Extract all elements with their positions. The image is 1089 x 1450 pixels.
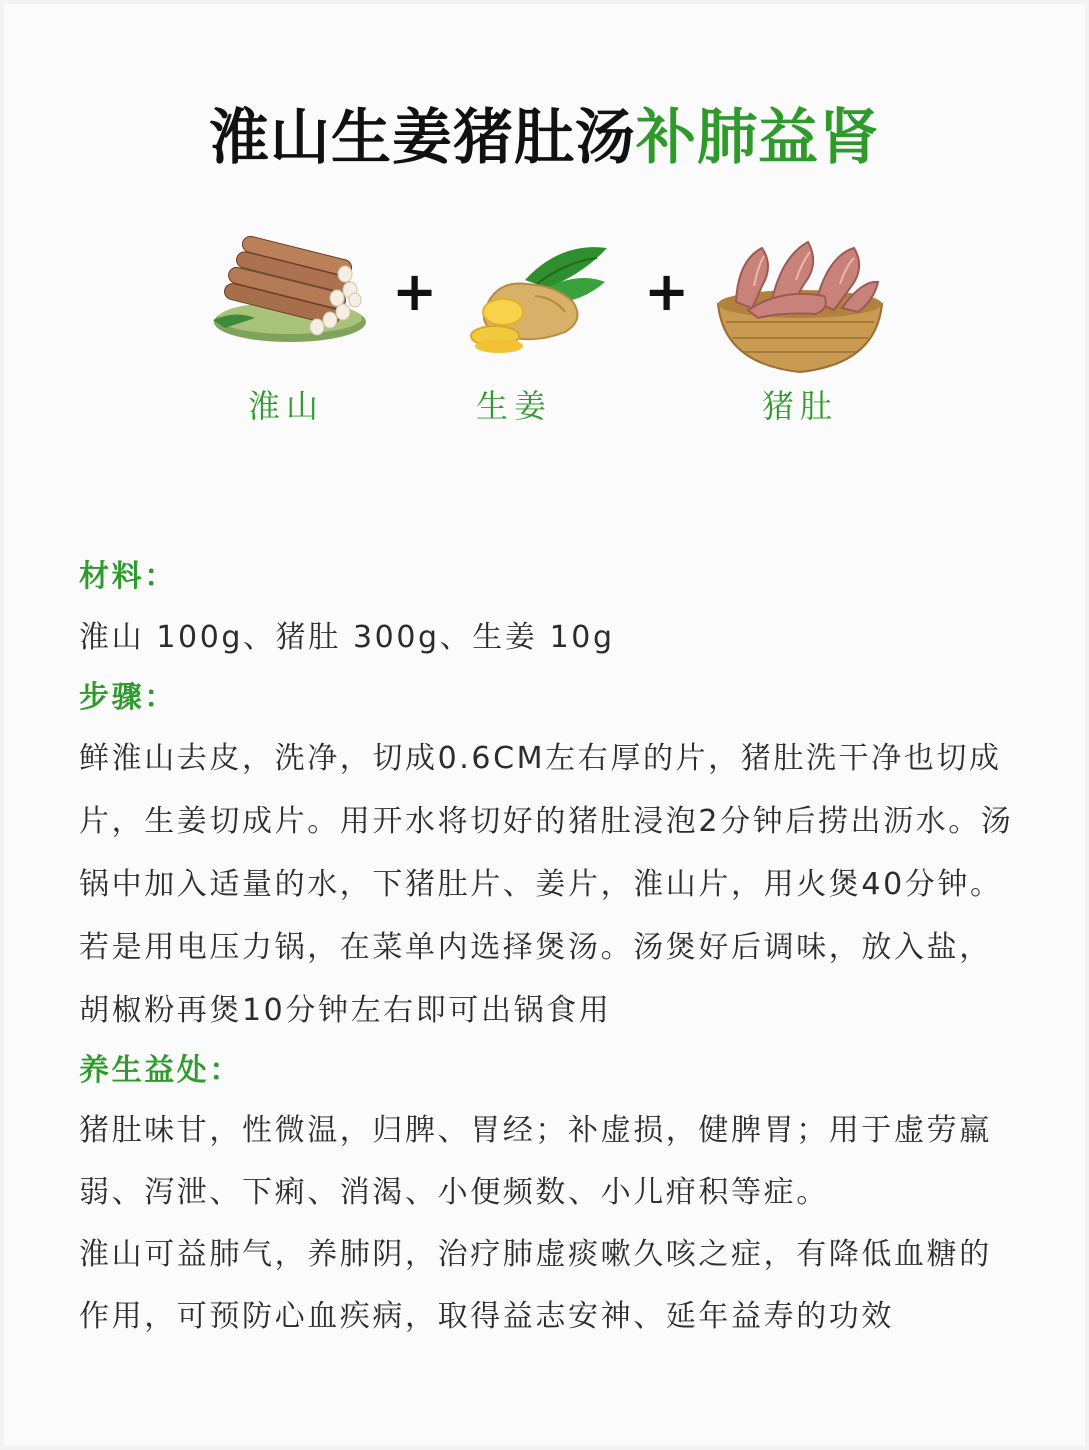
page-title: [0, 98, 1089, 178]
ingredient-label-yam: 淮山: [247, 387, 324, 425]
pork-tripe-icon: [712, 226, 888, 376]
plus-sign-1: +: [392, 260, 438, 323]
ginger-icon: [465, 240, 615, 355]
benefits-text-tripe: 猪肚味甘，性微温，归脾、胃经；补虚损，健脾胃；用于虚劳羸弱、泻泄、下痢、消渴、小便频数、小儿疳积等症。: [79, 1113, 992, 1210]
materials-heading: 材料：: [79, 559, 177, 594]
benefits-text-yam: 淮山可益肺气，养肺阴，治疗肺虚痰嗽久咳之症，有降低血糖的作用，可预防心血疾病，取得益志安神、延年益寿的功效: [79, 1237, 992, 1334]
title-main: 淮山生姜猪肚汤: [209, 103, 636, 173]
materials-text: 淮山 100g、猪肚 300g、生姜 10g: [79, 620, 615, 655]
steps-text: 鲜淮山去皮，洗净，切成0.6CM左右厚的片，猪肚洗干净也切成片，生姜切成片。用开水将切好的猪肚浸泡2分钟后捞出沥水。汤锅中加入适量的水，下猪肚片、姜片，淮山片，用火煲40分钟。若是用电压力锅，在菜单内选择煲汤。汤煲好后调味，放入盐，胡椒粉再煲10分钟左右即可出锅食用: [79, 741, 1014, 1028]
ingredient-label-ginger: 生姜: [475, 387, 552, 425]
plus-sign-2: +: [644, 260, 690, 323]
ingredient-label-tripe: 猪肚: [761, 387, 838, 425]
benefits-heading: 养生益处：: [79, 1053, 242, 1088]
recipe-content: [79, 548, 1019, 1348]
title-accent: 补肺益肾: [636, 103, 880, 173]
chinese-yam-icon: [205, 232, 370, 347]
steps-heading: 步骤：: [79, 680, 177, 715]
